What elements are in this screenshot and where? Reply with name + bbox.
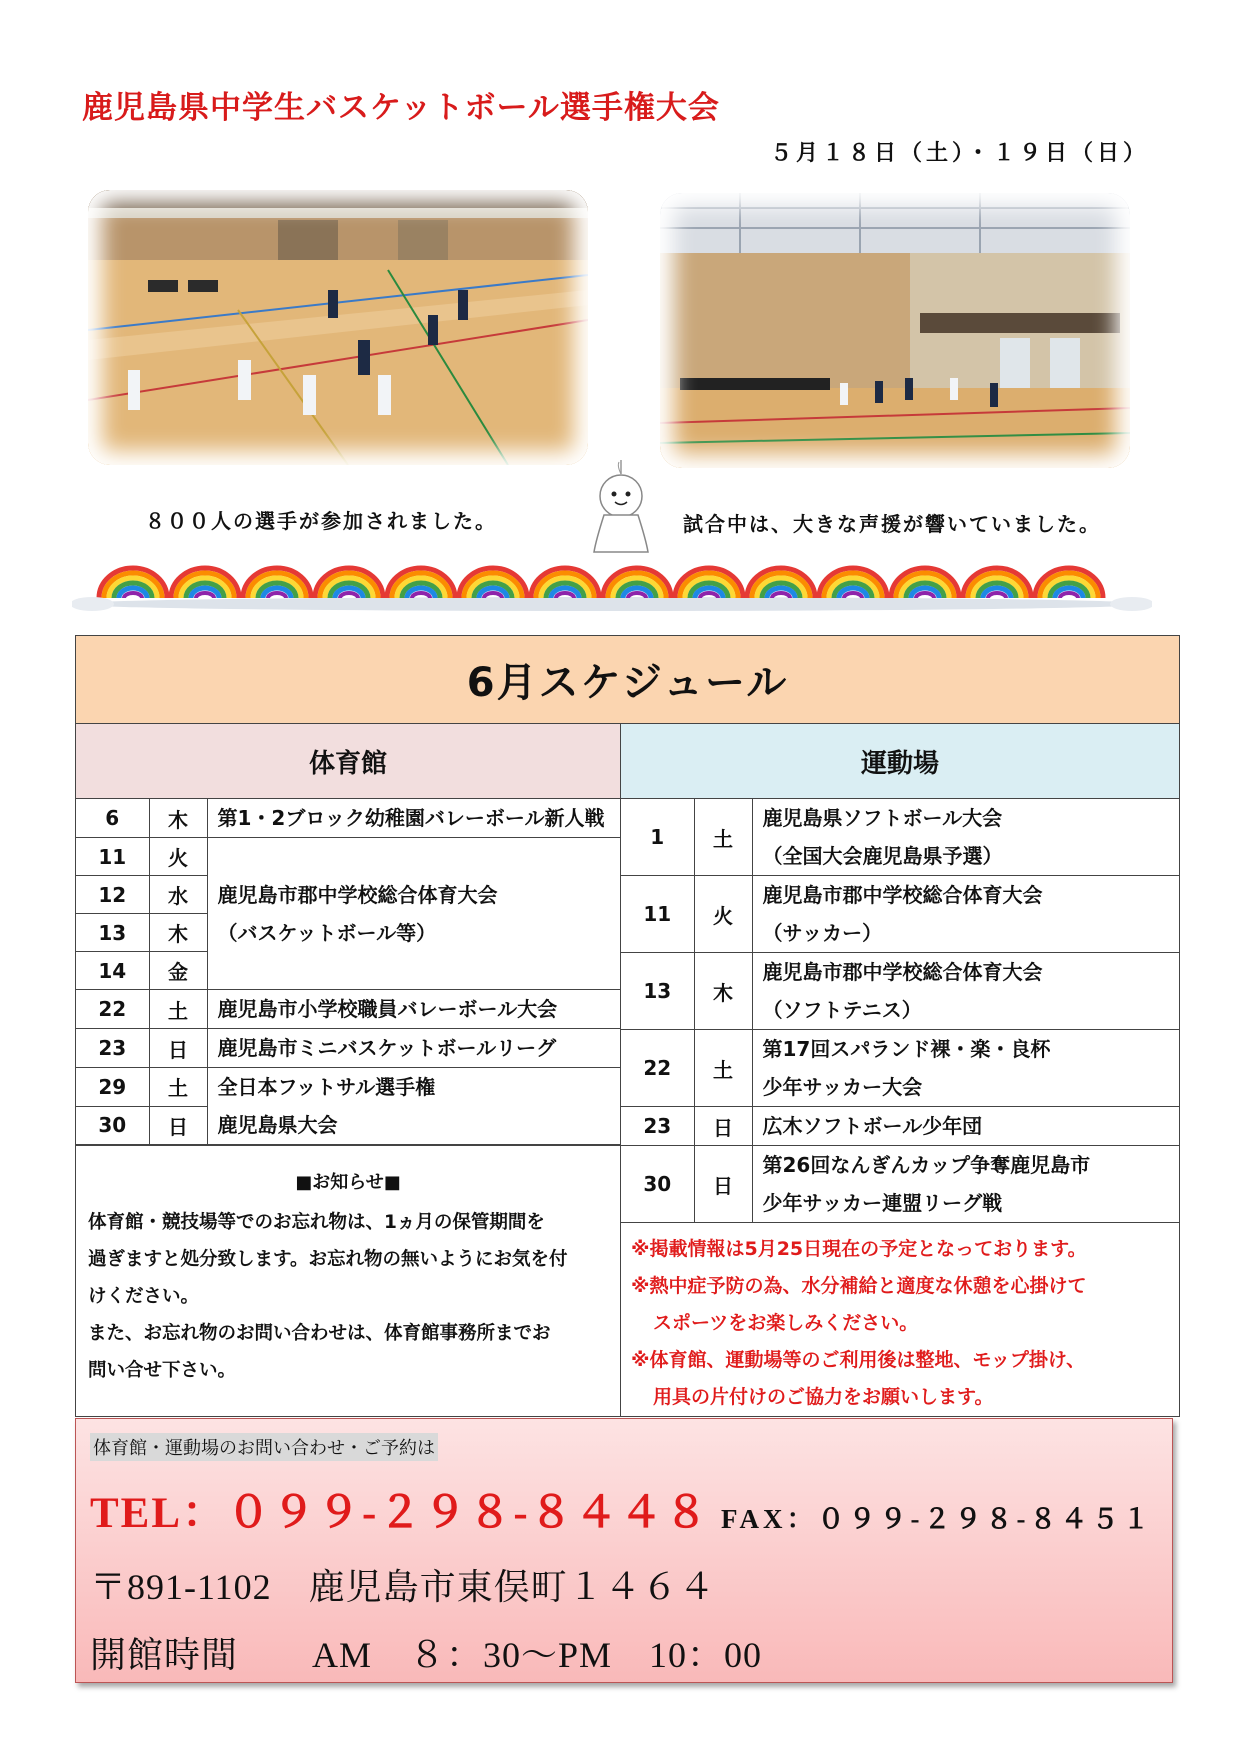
notice-line: 体育館・競技場等でのお忘れ物は、1ヵ月の保管期間を xyxy=(88,1212,545,1233)
event-line: 全日本フットサル選手権 xyxy=(217,1075,436,1099)
fax-number: FAX：０９９-２９８-８４５１ xyxy=(721,1504,1154,1534)
event-line: （サッカー） xyxy=(762,921,883,945)
day-cell: 22 xyxy=(621,1030,694,1107)
basketball-photo-left xyxy=(88,190,588,465)
day-cell: 22 xyxy=(76,990,149,1029)
event-line: 鹿児島市郡中学校総合体育大会 xyxy=(762,960,1043,984)
day-cell: 30 xyxy=(76,1106,149,1145)
event-cell xyxy=(752,799,1179,876)
rainbow-border-decoration xyxy=(72,560,1152,612)
event-cell-merged xyxy=(207,1068,620,1145)
event-cell xyxy=(752,953,1179,1030)
event-line: 第17回スパランド裸・楽・良杯 xyxy=(762,1037,1051,1061)
right-photo-caption: 試合中は、大きな声援が響いていました。 xyxy=(683,512,1101,536)
event-cell: 第1・2ブロック幼稚園バレーボール新人戦 xyxy=(207,799,620,838)
table-row xyxy=(76,799,620,838)
note-line: ※掲載情報は5月25日現在の予定となっております。 xyxy=(631,1238,1087,1260)
event-cell: 広木ソフトボール少年団 xyxy=(752,1107,1179,1146)
weekday-cell: 日 xyxy=(149,1029,207,1068)
note-line: ※熱中症予防の為、水分補給と適度な休憩を心掛けて xyxy=(631,1275,1087,1297)
field-heading: 運動場 xyxy=(621,724,1179,799)
weekday-cell: 日 xyxy=(694,1107,752,1146)
day-cell: 14 xyxy=(76,952,149,990)
weekday-cell: 日 xyxy=(694,1146,752,1223)
event-cell xyxy=(752,1146,1179,1223)
weekday-cell: 土 xyxy=(694,1030,752,1107)
event-cell: 鹿児島市ミニバスケットボールリーグ xyxy=(207,1029,620,1068)
day-cell: 23 xyxy=(76,1029,149,1068)
weekday-cell: 木 xyxy=(149,914,207,952)
basketball-photo-right xyxy=(660,193,1130,468)
event-cell xyxy=(752,876,1179,953)
day-cell: 6 xyxy=(76,799,149,838)
gym-schedule-grid xyxy=(76,799,620,1145)
weekday-cell: 木 xyxy=(149,799,207,838)
day-cell: 11 xyxy=(76,838,149,876)
day-cell: 23 xyxy=(621,1107,694,1146)
left-photo-caption: ８００人の選手が参加されました。 xyxy=(145,509,497,533)
event-line: （ソフトテニス） xyxy=(762,998,922,1022)
note-line: スポーツをお楽しみください。 xyxy=(653,1312,919,1334)
weekday-cell: 土 xyxy=(694,799,752,876)
june-schedule-table xyxy=(75,635,1180,1417)
weekday-cell: 水 xyxy=(149,876,207,914)
field-schedule-grid xyxy=(621,799,1179,1223)
weekday-cell: 土 xyxy=(149,990,207,1029)
contact-box xyxy=(75,1418,1173,1683)
day-cell: 13 xyxy=(621,953,694,1030)
note-line: ※体育館、運動場等のご利用後は整地、モップ掛け、 xyxy=(631,1349,1086,1371)
gym-column xyxy=(76,724,621,1416)
weekday-cell: 木 xyxy=(694,953,752,1030)
table-row xyxy=(621,799,1179,876)
schedule-title: 6月スケジュール xyxy=(76,636,1179,724)
event-cell xyxy=(752,1030,1179,1107)
event-line: 鹿児島県大会 xyxy=(217,1113,338,1137)
teru-teru-bozu-icon xyxy=(588,460,654,555)
gym-heading: 体育館 xyxy=(76,724,620,799)
event-line: 第26回なんぎんカップ争奪鹿児島市 xyxy=(762,1153,1091,1177)
contact-heading: 体育館・運動場のお問い合わせ・ご予約は xyxy=(90,1433,438,1461)
weekday-cell: 火 xyxy=(694,876,752,953)
notice-line: けください。 xyxy=(88,1286,200,1307)
notice-title: ■お知らせ■ xyxy=(295,1172,401,1193)
note-line: 用具の片付けのご協力をお願いします。 xyxy=(653,1386,994,1408)
event-line: 鹿児島市郡中学校総合体育大会 xyxy=(762,883,1043,907)
notes-box xyxy=(621,1223,1179,1416)
table-row xyxy=(76,1068,620,1107)
event-cell-merged xyxy=(207,838,620,990)
event-line: 鹿児島県ソフトボール大会 xyxy=(762,806,1003,830)
table-row xyxy=(621,953,1179,1030)
notice-line: 過ぎますと処分致します。お忘れ物の無いようにお気を付 xyxy=(88,1249,568,1270)
weekday-cell: 土 xyxy=(149,1068,207,1107)
event-line: 少年サッカー連盟リーグ戦 xyxy=(762,1191,1003,1215)
table-row xyxy=(76,990,620,1029)
telephone-number[interactable]: TEL：０９９-２９８-８４４８ xyxy=(90,1490,710,1537)
event-line: （バスケットボール等） xyxy=(217,920,437,945)
day-cell: 1 xyxy=(621,799,694,876)
page-title: 鹿児島県中学生バスケットボール選手権大会 xyxy=(82,90,720,126)
table-row xyxy=(621,1146,1179,1223)
day-cell: 29 xyxy=(76,1068,149,1107)
table-row xyxy=(76,1029,620,1068)
day-cell: 12 xyxy=(76,876,149,914)
notice-line: また、お忘れ物のお問い合わせは、体育館事務所までお xyxy=(88,1323,551,1344)
event-date: ５月１８日（土）・１９日（日） xyxy=(770,141,1150,166)
notice-box xyxy=(76,1145,620,1407)
day-cell: 11 xyxy=(621,876,694,953)
opening-hours: 開館時間 AM ８：30～PM 10：00 xyxy=(90,1635,763,1675)
day-cell: 30 xyxy=(621,1146,694,1223)
weekday-cell: 金 xyxy=(149,952,207,990)
table-row xyxy=(621,1107,1179,1146)
table-row xyxy=(621,876,1179,953)
weekday-cell: 日 xyxy=(149,1106,207,1145)
event-line: 少年サッカー大会 xyxy=(762,1075,923,1099)
weekday-cell: 火 xyxy=(149,838,207,876)
day-cell: 13 xyxy=(76,914,149,952)
notice-line: 問い合せ下さい。 xyxy=(88,1360,237,1381)
event-line: （全国大会鹿児島県予選） xyxy=(762,844,1003,868)
event-line: 鹿児島市郡中学校総合体育大会 xyxy=(217,882,498,907)
table-row xyxy=(76,838,620,876)
table-row xyxy=(621,1030,1179,1107)
field-column xyxy=(621,724,1179,1416)
event-cell: 鹿児島市小学校職員バレーボール大会 xyxy=(207,990,620,1029)
address: 〒891-1102 鹿児島市東俣町１４６４ xyxy=(90,1567,716,1607)
